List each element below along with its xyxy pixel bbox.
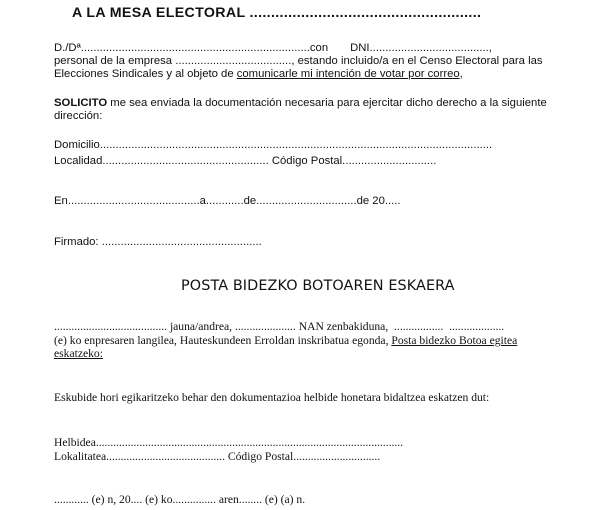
name-dni-line: D./Dª.........................................................................con DNI......................................, xyxy=(54,42,492,54)
intention-underlined-text: comunicarle mi intención de votar por correo xyxy=(236,68,460,80)
intention-line xyxy=(54,68,463,81)
basque-title: POSTA BIDEZKO BOTOAREN ESKAERA xyxy=(181,278,455,294)
lokalitatea-field: Lokalitatea......................................... Código Postal.............................. xyxy=(54,450,381,463)
solicito-label: SOLICITO xyxy=(54,97,108,109)
basque-date-field: ............ (e) n, 20.... (e) ko............... aren........ (e) (a) n. xyxy=(54,493,306,506)
form-title: A LA MESA ELECTORAL ...................................................... xyxy=(72,5,482,21)
signature-field: Firmado: ................................................... xyxy=(54,236,262,248)
localidad-field: Localidad..................................................... Código Postal.............................. xyxy=(54,155,437,167)
basque-employee-line xyxy=(54,334,517,347)
direccion-label: dirección: xyxy=(54,110,103,122)
basque-request-word: eskatzeko: xyxy=(54,347,103,360)
solicito-text: me sea enviada la documentación necesaria para ejercitar dicho derecho a la siguiente xyxy=(107,97,547,109)
date-place-field: En..........................................a............de................................de 20..... xyxy=(54,195,401,207)
basque-name-line: ....................................... jauna/andrea, ..................... NAN zenbakiduna, ................. ................... xyxy=(54,320,505,333)
basque-employee-text: (e) ko enpresaren langilea, Hauteskundeen Erroldan inskribatua egonda, xyxy=(54,334,392,347)
company-line: personal de la empresa ....................................., estando incluido/a en el Censo Electoral para las xyxy=(54,55,543,67)
basque-paragraph: Eskubide hori egikaritzeko behar den dokumentazioa helbide honetara bidaltzea eskatzen dut: xyxy=(54,391,490,404)
solicito-line xyxy=(54,97,547,110)
basque-postal-vote-text: Posta bidezko Botoa egitea xyxy=(391,334,518,347)
intention-comma: , xyxy=(459,68,463,80)
helbidea-field: Helbidea.......................................................................................................... xyxy=(54,436,404,449)
intention-text: Elecciones Sindicales y al objeto de xyxy=(54,68,237,80)
domicilio-field: Domicilio............................................................................................................................. xyxy=(54,139,493,151)
